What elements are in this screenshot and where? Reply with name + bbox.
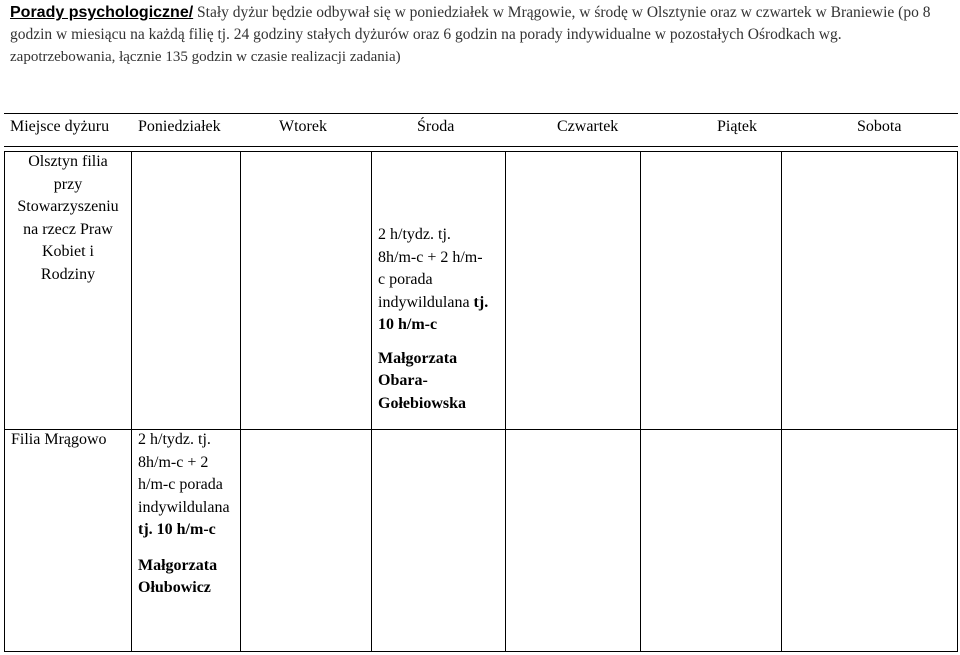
place-olsztyn: Olsztyn filia przy Stowarzyszeniu na rzecz Praw Kobiet i Rodziny xyxy=(17,153,119,283)
header-miejsce: Miejsce dyżuru xyxy=(10,118,110,135)
header-sroda: Środa xyxy=(417,118,455,135)
column-divider-3 xyxy=(371,151,372,651)
table-border-top xyxy=(4,113,958,114)
column-divider-2 xyxy=(240,151,241,651)
place-mragowo: Filia Mrągowo xyxy=(11,431,107,448)
section-title: Porady psychologiczne/ xyxy=(10,4,194,21)
header-wtorek: Wtorek xyxy=(279,118,327,135)
header-piatek: Piątek xyxy=(717,118,757,135)
column-divider-6 xyxy=(781,151,782,651)
table-row-divider xyxy=(4,151,958,152)
header-czwartek: Czwartek xyxy=(557,118,619,135)
intro-text-continued: zapotrzebowania, łącznie 135 godzin w czasie realizacji zadania) xyxy=(10,49,401,65)
column-divider-4 xyxy=(505,151,506,651)
sroda-olsztyn-entry: 2 h/tydz. tj. 8h/m-c + 2 h/m- c porada indywildulana tj. 10 h/m-c Małgorzata Obara- Gołebiowska xyxy=(378,226,489,412)
header-sobota: Sobota xyxy=(857,118,902,135)
poniedzialek-mragowo-entry: 2 h/tydz. tj. 8h/m-c + 2 h/m-c porada indywildulana tj. 10 h/m-c Małgorzata Ołubowicz xyxy=(138,431,230,596)
table-border-bottom xyxy=(4,651,958,652)
table-header-divider xyxy=(4,146,958,147)
header-poniedzialek: Poniedziałek xyxy=(138,118,221,135)
table-border-right xyxy=(957,151,958,651)
intro-text: Stały dyżur będzie odbywał się w poniedziałek w Mrągowie, w środę w Olsztynie oraz w czwartek w Braniewie (po 8 godzin w miesiącu na każdą filię tj. 24 godziny stałych dyżurów oraz 6 godzin na porady indywidualne w pozostałych Ośrodkach wg. xyxy=(10,4,931,43)
column-divider-5 xyxy=(640,151,641,651)
